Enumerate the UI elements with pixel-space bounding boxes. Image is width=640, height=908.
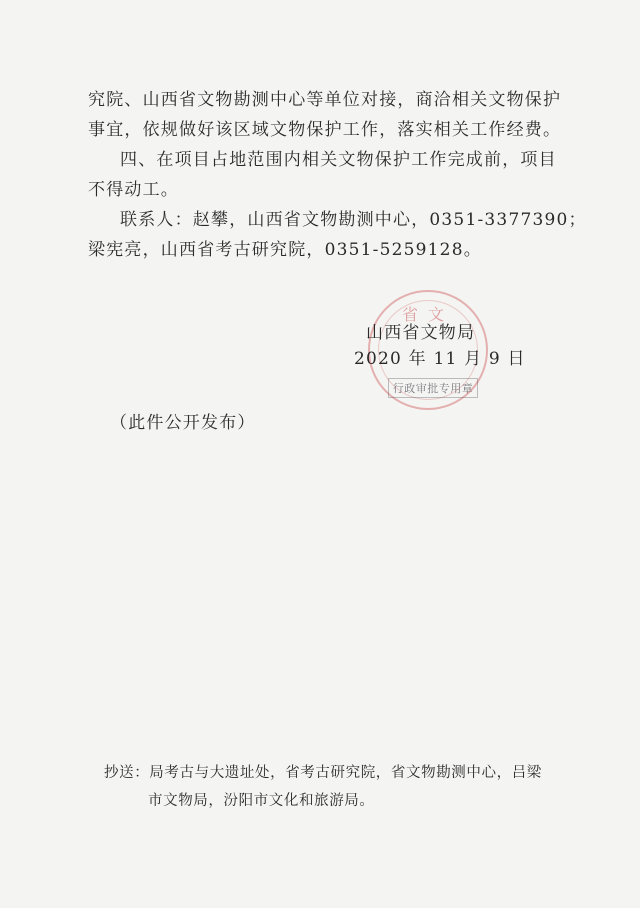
issuer-name: 山西省文物局 bbox=[366, 323, 476, 343]
body-line-4: 不得动工。 bbox=[88, 180, 179, 200]
cc-line-2: 市文物局，汾阳市文化和旅游局。 bbox=[148, 793, 375, 809]
issue-date: 2020 年 11 月 9 日 bbox=[354, 349, 526, 369]
seal-top-text: 省文 bbox=[401, 305, 454, 324]
cc-line-1: 抄送：局考古与大遗址处，省考古研究院，省文物勘测中心，吕梁 bbox=[104, 765, 542, 781]
body-line-1: 究院、山西省文物勘测中心等单位对接，商洽相关文物保护 bbox=[88, 90, 562, 110]
publication-notice: （此件公开发布） bbox=[110, 413, 256, 433]
contact-line-2: 梁宪亮，山西省考古研究院，0351-5259128。 bbox=[88, 240, 482, 260]
seal-bottom-text: 行政审批专用章 bbox=[388, 378, 478, 398]
body-line-2: 事宜，依规做好该区域文物保护工作，落实相关工作经费。 bbox=[88, 120, 562, 140]
body-line-3: 四、在项目占地范围内相关文物保护工作完成前，项目 bbox=[120, 150, 557, 170]
contact-line-1: 联系人：赵攀，山西省文物勘测中心，0351-3377390； bbox=[120, 210, 587, 230]
